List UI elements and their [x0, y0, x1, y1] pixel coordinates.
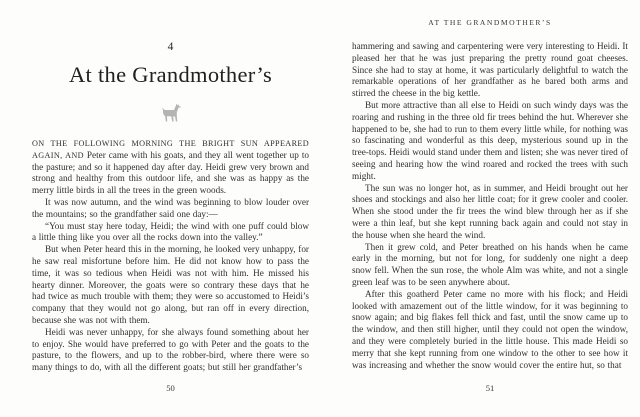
paragraph: Then it grew cold, and Peter breathed on his hands when he came early in the morning, but not for long, for suddenly one night a deep snow fell. When the sun rose, the whole Alm was white, and not a single green leaf was to be seen anywhere about.: [352, 241, 628, 287]
chapter-title: At the Grandmother’s: [68, 62, 273, 87]
paragraph: But more attractive than all else to Heidi on such windy days was the roaring and rushing in the three old fir trees behind the hut. Wherever she happened to be, she had to run to them every little while, for nothing was so fascinating and wonderful as this deep, mysterious sound up in the tree-tops. Heidi would stand under them and listen; she was never tired of seeing and hearing how the wind roared and rocked the trees with such might.: [352, 99, 629, 181]
opener-smallcaps: ON THE FOLLOWING MORNING THE BRIGHT SUN APPEARED AGAIN, AND: [32, 139, 309, 160]
left-page-text: [32, 138, 309, 374]
paragraph: After this goatherd Peter came no more with his flock; and Heidi looked with amazement out of the little window, for it was beginning to snow again; and big flakes fell thick and fast, until the snow came up to the window, and then still higher, until they could not open the window, and they were completely buried in the little house. This made Heidi so merry that she kept running from one window to the other to see how it was increasing and whether the snow would cover the entire hut, so that: [352, 288, 628, 370]
right-page: [352, 0, 628, 417]
chapter-number: 4: [167, 41, 174, 53]
running-header: AT THE GRANDMOTHER’S: [428, 18, 552, 27]
paragraph: The sun was no longer hot, as in summer, and Heidi brought out her shoes and stockings and also her little coat; for it grew cooler and cooler. When she stood under the fir trees the wind blew through her as if she were a thin leaf, but she kept running back again and could not stay in the house when she heard the wind.: [352, 182, 628, 240]
paragraph: It was now autumn, and the wind was beginning to blow louder over the mountains; so the grandfather said one day:—: [32, 196, 309, 219]
paragraph: But when Peter heard this in the morning, he looked very unhappy, for he saw real misfortune before him. He did not know how to pass the time, it was so tedious when Heidi was not with him. He missed his hearty dinner. Moreover, the goats were so contrary these days that he had twice as much trouble with them; they were so accustomed to Heidi’s company that they would not go along, but ran off in every direction, because she was not with them.: [32, 244, 309, 325]
paragraph-opener: [32, 138, 309, 197]
page-number-left: 50: [166, 383, 175, 393]
page-number-right: 51: [485, 383, 495, 393]
right-page-text: [352, 41, 628, 371]
opener-rest: Peter came with his goats, and they all went together up to the pasture; and so it happened day after day. Heidi grew very brown and strong and healthy from this outdoor life, and she was as happy as the merry little birds in all the trees in the green woods.: [32, 149, 309, 196]
left-page: [32, 0, 309, 417]
paragraph: “You must stay here today, Heidi; the wind with one puff could blow a little thing like you over all the rocks down into the valley.”: [32, 220, 309, 243]
goat-ornament-icon: [32, 103, 309, 128]
paragraph-continuation: hammering and sawing and carpentering were very interesting to Heidi. It pleased her that he was just preparing the pretty round goat cheeses. Since she had to stay at home, it was particularly delightful to watch the remarkable operations of her grandfather as he bared both arms and stirred the cheese in the big kettle.: [352, 41, 628, 99]
paragraph: Heidi was never unhappy, for she always found something about her to enjoy. She would have preferred to go with Peter and the goats to the pasture, to the flowers, and up to the robber-bird, where there were so many things to do, with all the different goats; but still her grandfather’s: [32, 326, 309, 373]
